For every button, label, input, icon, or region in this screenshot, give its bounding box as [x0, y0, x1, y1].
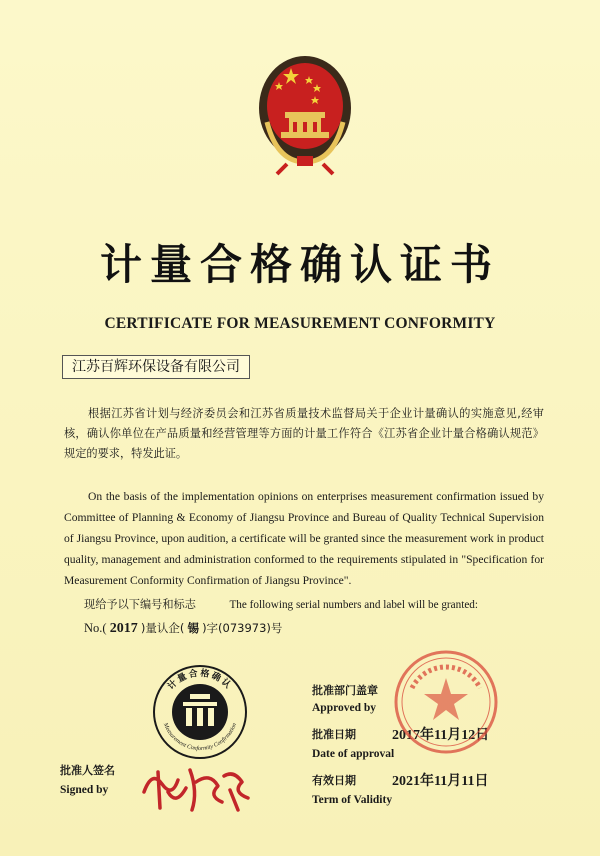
certificate-title-en: CERTIFICATE FOR MEASUREMENT CONFORMITY	[104, 315, 496, 332]
signer-label-cn: 批准人签名	[60, 764, 115, 777]
signer-label-en: Signed by	[60, 784, 109, 796]
national-emblem-icon	[257, 52, 353, 176]
serial-year: 2017	[109, 621, 138, 636]
approved-by-label-cn: 批准部门盖章	[312, 684, 378, 697]
approved-by-label-en: Approved by	[312, 702, 377, 714]
body-paragraph-cn: 根据江苏省计划与经济委员会和江苏省质量技术监督局关于企业计量确认的实施意见,经审核，确认你单位在产品质量和经营管理等方面的计量工作符合《江苏省企业计量合格确认规范》规定的要求，特发此证。	[64, 407, 544, 460]
serial-prefix: No.(	[84, 621, 107, 635]
serial-suffix: )字(073973)号	[202, 621, 283, 635]
certificate-title-cn: 计量合格确认证书	[99, 240, 500, 289]
validity-label-cn: 有效日期	[312, 774, 356, 787]
serial-city: 锡	[187, 621, 199, 635]
validity-date-value: 2021年11月11日	[392, 774, 489, 789]
serial-intro-line	[84, 596, 544, 612]
company-name-box: 江苏百辉环保设备有限公司	[62, 355, 250, 379]
serial-mid: )量认企(	[140, 621, 185, 635]
approval-date-value: 2017年11月12日	[392, 728, 490, 743]
approval-date-label-cn: 批准日期	[312, 728, 356, 741]
mark-ring-cn: 计量合格确认	[166, 668, 234, 693]
serial-intro-en: The following serial numbers and label will be granted:	[229, 599, 478, 611]
handwritten-signature-icon	[138, 762, 258, 814]
approval-date-label-en: Date of approval	[312, 748, 395, 760]
official-seal-icon	[392, 648, 500, 756]
conformity-mark-icon	[150, 662, 250, 762]
mark-ring-en: Measurement Conformity Confirmation	[161, 722, 239, 753]
body-paragraph-en: On the basis of the implementation opinions on enterprises measurement confirmation issued by Committee of Planning & Economy of Jiangsu Province and Bureau of Quality Technical Supervision of Jiangsu Province, upon audition, a certificate will be granted since the measurement work in product quality, management and administration conformed to the requirements stipulated in "Specification for Measurement Conformity Confirmation of Jiangsu Province".	[64, 490, 544, 587]
validity-label-en: Term of Validity	[312, 794, 393, 806]
serial-intro-cn: 现给予以下编号和标志	[84, 598, 196, 611]
serial-number-line	[84, 620, 282, 637]
